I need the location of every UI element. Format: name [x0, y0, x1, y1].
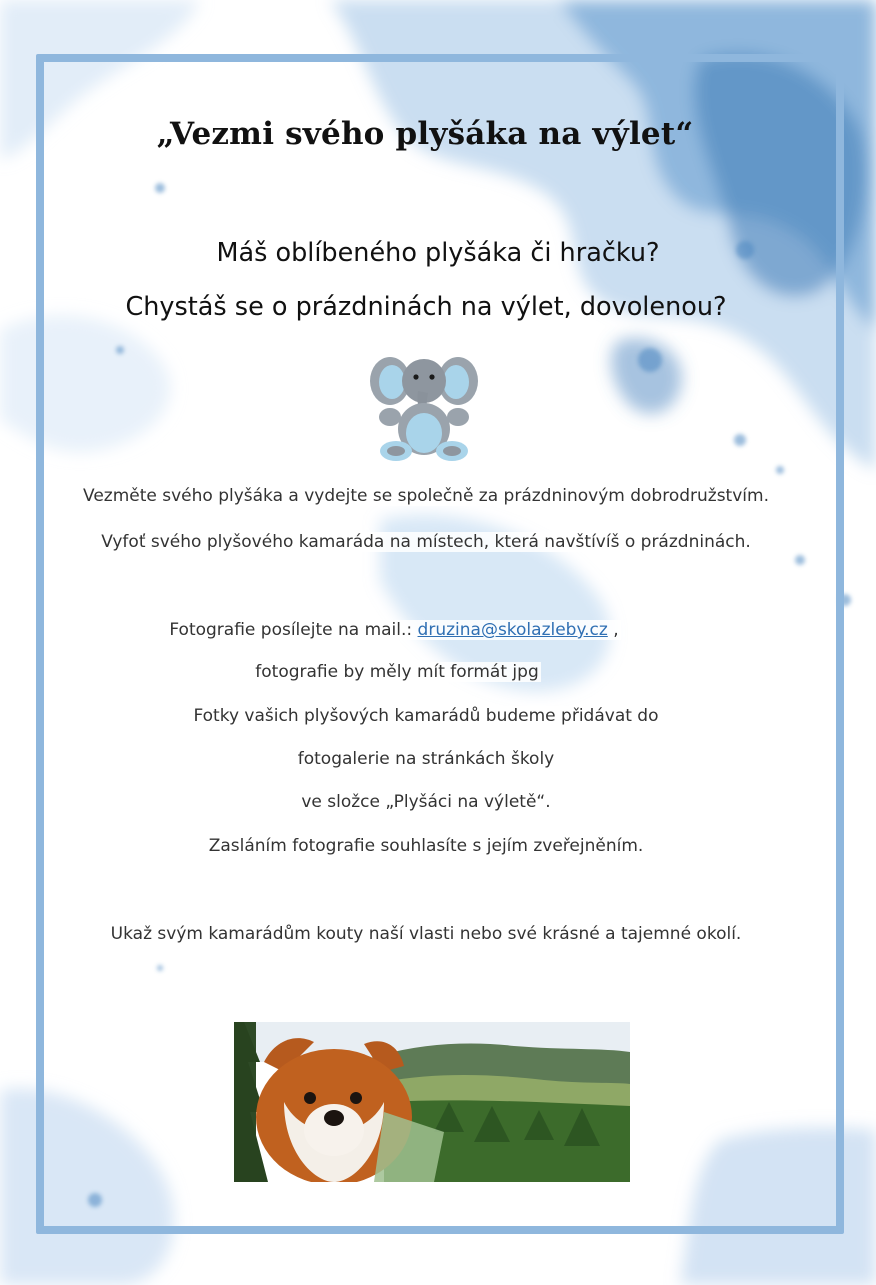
gallery-line-1-text: Fotky vašich plyšových kamarádů budeme přidávat do	[193, 706, 659, 726]
fox-plush-landscape-photo	[234, 1022, 630, 1182]
format-line	[0, 662, 794, 682]
closing-line	[0, 924, 852, 944]
paragraph-photo-text: Vyfoť svého plyšového kamaráda na místech, která navštívíš o prázdninách.	[101, 532, 751, 552]
question-favorite-toy	[0, 238, 876, 268]
question-trip-text: Chystáš se o prázdninách na výlet, dovolenou?	[125, 292, 727, 322]
gallery-line-2	[0, 749, 852, 769]
paragraph-photo	[0, 532, 852, 552]
paragraph-adventure-text: Vezměte svého plyšáka a vydejte se společně za prázdninovým dobrodružstvím.	[83, 486, 769, 506]
gallery-line-3	[0, 792, 852, 812]
consent-text: Zasláním fotografie souhlasíte s jejím zveřejněním.	[208, 836, 644, 856]
plush-elephant-image	[368, 347, 480, 463]
mail-line	[0, 620, 788, 640]
mail-label: Fotografie posílejte na mail.:	[169, 620, 418, 640]
paragraph-adventure	[0, 486, 852, 506]
format-text: fotografie by měly mít formát jpg	[255, 662, 539, 682]
gallery-line-2-text: fotogalerie na stránkách školy	[297, 749, 555, 769]
consent-line	[0, 836, 852, 856]
question-trip	[0, 292, 852, 322]
gallery-line-3-text: ve složce „Plyšáci na výletě“.	[301, 792, 551, 812]
question-favorite-toy-text: Máš oblíbeného plyšáka či hračku?	[216, 238, 660, 268]
email-link[interactable]: druzina@skolazleby.cz	[417, 620, 608, 640]
mail-suffix: ,	[607, 620, 619, 640]
gallery-line-1	[0, 706, 852, 726]
closing-text: Ukaž svým kamarádům kouty naší vlasti nebo své krásné a tajemné okolí.	[110, 924, 742, 944]
page-title: „Vezmi svého plyšáka na výlet“	[156, 116, 694, 152]
